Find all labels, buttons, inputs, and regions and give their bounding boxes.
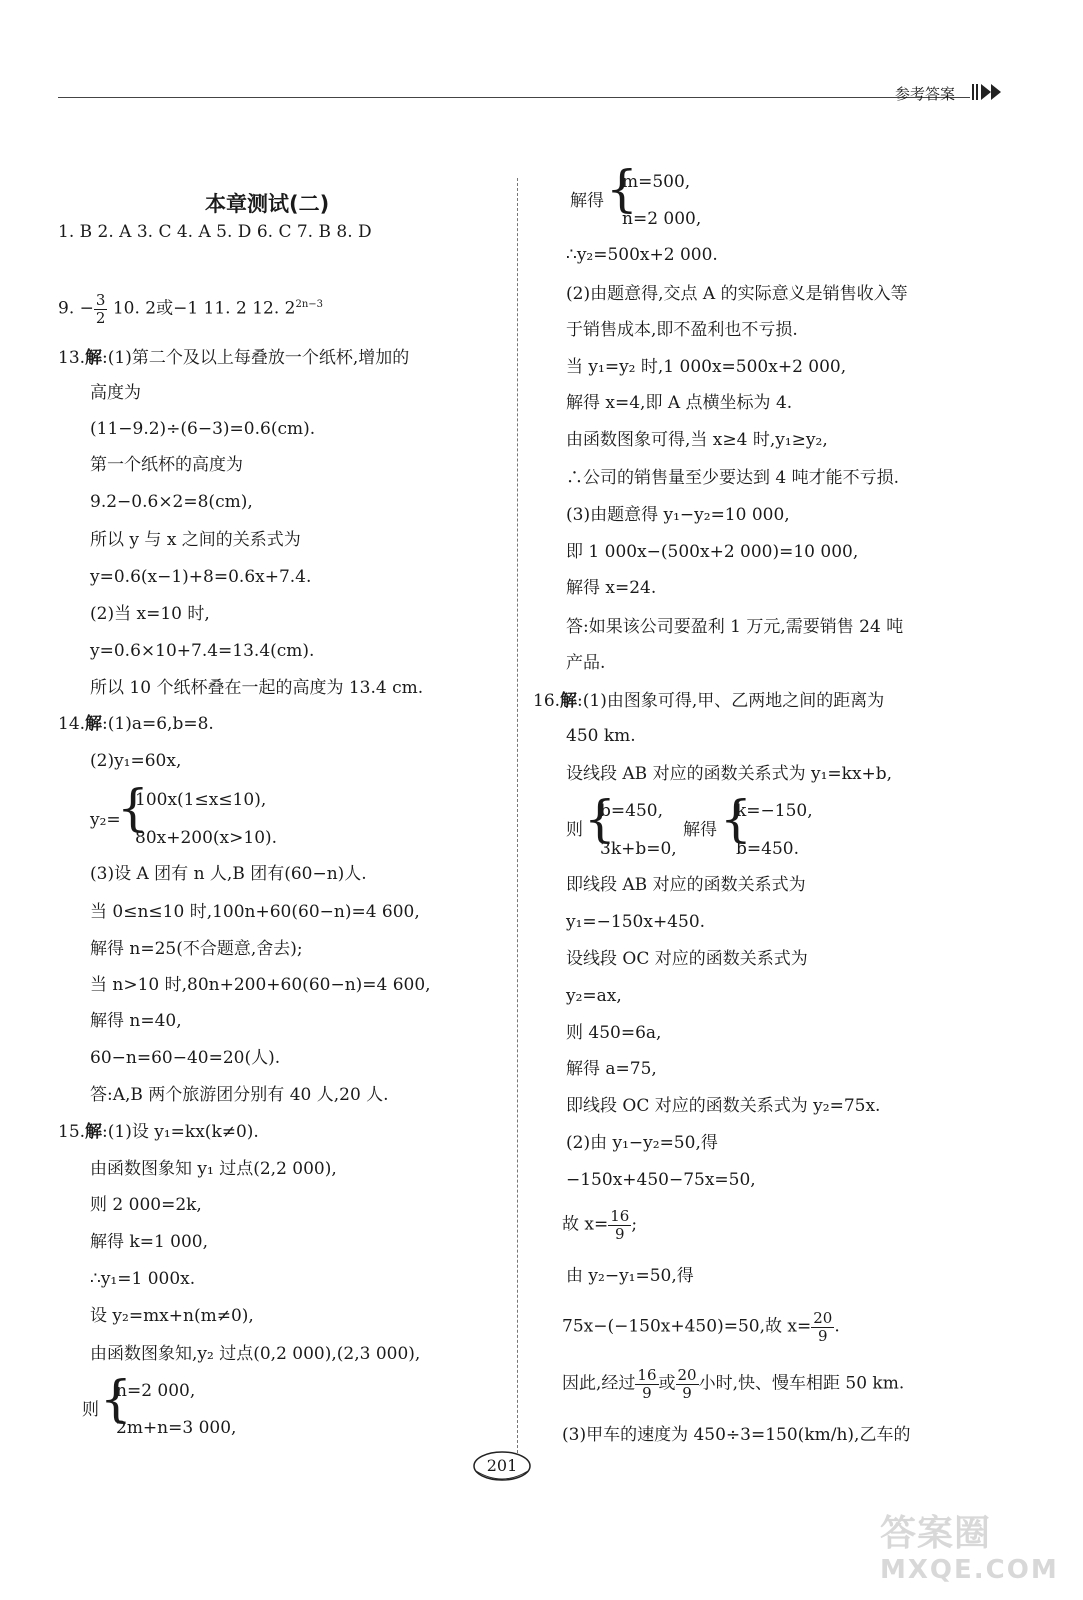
watermark-url: MXQE.COM bbox=[880, 1555, 1059, 1585]
q13-line-7: y=0.6(x−1)+8=0.6x+7.4. bbox=[90, 567, 312, 587]
q16-line-13: 由 y₂−y₁=50,得 bbox=[566, 1266, 694, 1286]
r-line-10: 解得 x=24. bbox=[566, 578, 657, 598]
q13-line-3: (11−9.2)÷(6−3)=0.6(cm). bbox=[90, 419, 316, 439]
q15-line-1: 15.解:(1)设 y₁=kx(k≠0). bbox=[58, 1122, 259, 1142]
q16-line-3: 设线段 AB 对应的函数关系式为 y₁=kx+b, bbox=[566, 764, 893, 784]
q16-line-7: y₂=ax, bbox=[566, 986, 622, 1006]
fraction-3-2: $\frac{3}{2}$ bbox=[95, 291, 106, 327]
q16-line-8: 则 450=6a, bbox=[566, 1023, 662, 1043]
r-jiede-label: 解得 bbox=[570, 191, 604, 211]
column-divider bbox=[517, 178, 518, 1453]
brace-icon: { bbox=[100, 1370, 132, 1428]
q16-line-gu: 故 x= $\frac{16}{9}$ ; bbox=[562, 1207, 638, 1243]
q14-case-1: 100x(1≤x≤10), bbox=[135, 790, 267, 810]
r-case-2: n=2 000, bbox=[622, 209, 702, 229]
fraction-16-9: $\frac{16}{9}$ bbox=[610, 1207, 630, 1243]
fraction-20-9: $\frac{20}{9}$ bbox=[677, 1366, 697, 1402]
q13-line-2: 高度为 bbox=[90, 383, 141, 403]
q16-line-5: y₁=−150x+450. bbox=[566, 912, 706, 932]
q14-line-3: (3)设 A 团有 n 人,B 团有(60−n)人. bbox=[90, 864, 367, 884]
r-line-11: 答:如果该公司要盈利 1 万元,需要销售 24 吨 bbox=[566, 617, 904, 637]
r-line-2: (2)由题意得,交点 A 的实际意义是销售收入等 bbox=[566, 284, 908, 304]
q14-line-2: (2)y₁=60x, bbox=[90, 751, 182, 771]
q16-line-14: 75x−(−150x+450)=50,故 x= $\frac{20}{9}$ . bbox=[562, 1309, 840, 1345]
q16-line-15: (3)甲车的速度为 450÷3=150(km/h),乙车的 bbox=[562, 1425, 911, 1445]
fraction-20-9: $\frac{20}{9}$ bbox=[813, 1309, 833, 1345]
r-line-1: ∴y₂=500x+2 000. bbox=[566, 245, 718, 265]
brace-icon: { bbox=[584, 790, 616, 848]
q16-line-2: 450 km. bbox=[566, 726, 636, 746]
answers-1-8: 1. B 2. A 3. C 4. A 5. D 6. C 7. B 8. D bbox=[58, 222, 372, 242]
q16-jiede-label: 解得 bbox=[683, 820, 717, 840]
q15-line-4: 解得 k=1 000, bbox=[90, 1232, 209, 1252]
q16-line-1: 16.解:(1)由图象可得,甲、乙两地之间的距离为 bbox=[533, 691, 885, 711]
r-line-8: (3)由题意得 y₁−y₂=10 000, bbox=[566, 505, 790, 525]
r-line-9: 即 1 000x−(500x+2 000)=10 000, bbox=[566, 542, 859, 562]
q15-line-7: 由函数图象知,y₂ 过点(0,2 000),(2,3 000), bbox=[90, 1344, 421, 1364]
q13-line-4: 第一个纸杯的高度为 bbox=[90, 455, 243, 475]
q14-y2-label: y₂= bbox=[90, 810, 121, 830]
q14-line-9: 答:A,B 两个旅游团分别有 40 人,20 人. bbox=[90, 1085, 389, 1105]
q16-line-11: (2)由 y₁−y₂=50,得 bbox=[566, 1133, 718, 1153]
q16-line-12: −150x+450−75x=50, bbox=[566, 1170, 756, 1190]
q16-line-6: 设线段 OC 对应的函数关系式为 bbox=[566, 949, 808, 969]
q16-line-9: 解得 a=75, bbox=[566, 1059, 657, 1079]
r-line-6: 由函数图象可得,当 x≥4 时,y₁≥y₂, bbox=[566, 430, 828, 450]
q15-case-1: n=2 000, bbox=[116, 1381, 196, 1401]
header-section-title: 参考答案 bbox=[895, 85, 956, 103]
chapter-test-title: 本章测试(二) bbox=[205, 192, 330, 216]
q13-line-10: 所以 10 个纸杯叠在一起的高度为 13.4 cm. bbox=[90, 678, 424, 698]
q14-line-4: 当 0≤n≤10 时,100n+60(60−n)=4 600, bbox=[90, 902, 420, 922]
q15-case-2: 2m+n=3 000, bbox=[116, 1418, 237, 1438]
q13-line-9: y=0.6×10+7.4=13.4(cm). bbox=[90, 641, 315, 661]
watermark-logo: 答案圈 bbox=[880, 1513, 992, 1554]
brace-icon: { bbox=[720, 790, 752, 848]
q14-case-2: 80x+200(x>10). bbox=[135, 828, 278, 848]
fraction-16-9: $\frac{16}{9}$ bbox=[637, 1366, 657, 1402]
r-line-7: ∴公司的销售量至少要达到 4 吨才能不亏损. bbox=[566, 468, 900, 488]
header-arrow-icon bbox=[972, 82, 1006, 102]
q16-line-10: 即线段 OC 对应的函数关系式为 y₂=75x. bbox=[566, 1096, 881, 1116]
q14-line-1: 14.解:(1)a=6,b=8. bbox=[58, 714, 214, 734]
brace-icon: { bbox=[117, 779, 149, 837]
q16-system-a-2: 3k+b=0, bbox=[600, 839, 677, 859]
header-rule bbox=[58, 97, 970, 98]
q14-line-7: 解得 n=40, bbox=[90, 1011, 182, 1031]
r-line-12: 产品. bbox=[566, 653, 606, 673]
q14-line-5: 解得 n=25(不合题意,舍去); bbox=[90, 939, 303, 959]
q15-line-6: 设 y₂=mx+n(m≠0), bbox=[90, 1306, 254, 1326]
answers-9-12: 9. − $\frac{3}{2}$ 10. 2或−1 11. 2 12. $2^{2n-3}$ bbox=[58, 291, 324, 327]
r-line-5: 解得 x=4,即 A 点横坐标为 4. bbox=[566, 393, 793, 413]
q16-ze-label: 则 bbox=[566, 820, 583, 840]
q13-line-5: 9.2−0.6×2=8(cm), bbox=[90, 492, 253, 512]
q16-system-b-2: b=450. bbox=[736, 839, 799, 859]
q15-line-3: 则 2 000=2k, bbox=[90, 1195, 202, 1215]
q13-line-6: 所以 y 与 x 之间的关系式为 bbox=[90, 530, 301, 550]
q13-line-1: 13.解:(1)第二个及以上每叠放一个纸杯,增加的 bbox=[58, 348, 410, 368]
q16-line-4: 即线段 AB 对应的函数关系式为 bbox=[566, 875, 806, 895]
page-number: 201 bbox=[472, 1449, 532, 1483]
brace-icon: { bbox=[606, 160, 638, 218]
q15-ze-label: 则 bbox=[82, 1400, 99, 1420]
r-case-1: m=500, bbox=[622, 172, 691, 192]
r-line-4: 当 y₁=y₂ 时,1 000x=500x+2 000, bbox=[566, 357, 847, 377]
q15-line-2: 由函数图象知 y₁ 过点(2,2 000), bbox=[90, 1159, 337, 1179]
q15-line-5: ∴y₁=1 000x. bbox=[90, 1269, 196, 1289]
q16-system-b-1: k=−150, bbox=[736, 801, 813, 821]
q16-system-a-1: b=450, bbox=[600, 801, 663, 821]
r-line-3: 于销售成本,即不盈利也不亏损. bbox=[566, 320, 798, 340]
q14-line-6: 当 n>10 时,80n+200+60(60−n)=4 600, bbox=[90, 975, 431, 995]
q13-line-8: (2)当 x=10 时, bbox=[90, 604, 210, 624]
q14-line-8: 60−n=60−40=20(人). bbox=[90, 1048, 281, 1068]
q16-conclusion: 因此,经过 $\frac{16}{9}$ 或 $\frac{20}{9}$ 小时,快、慢车相距 50 km. bbox=[562, 1366, 905, 1402]
